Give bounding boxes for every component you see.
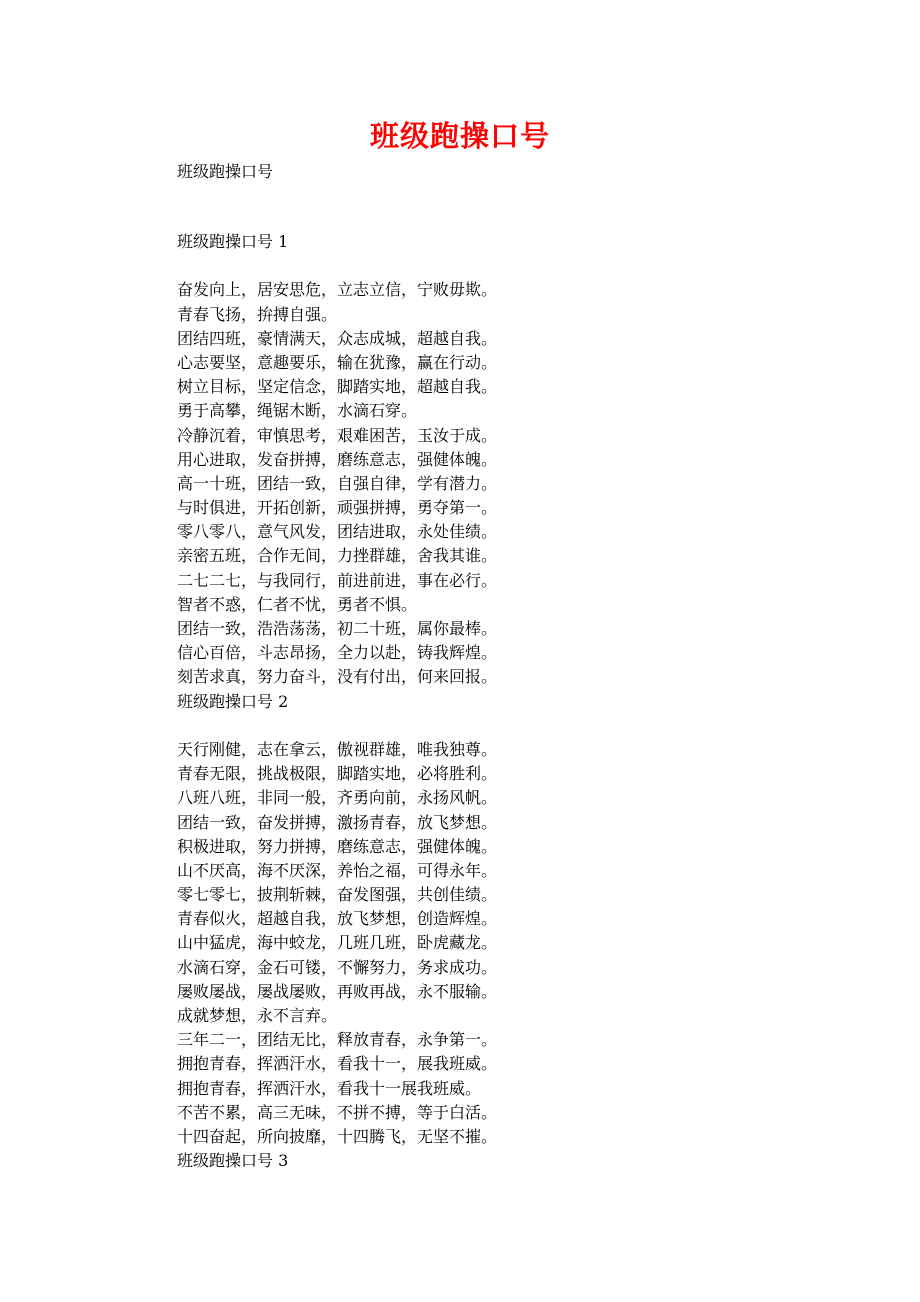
slogan-line: 山中猛虎，海中蛟龙，几班几班，卧虎藏龙。: [177, 933, 498, 953]
slogan-line: 用心进取，发奋拼搏，磨练意志，强健体魄。: [177, 449, 498, 469]
slogan-line: 与时俱进，开拓创新，顽强拼搏，勇夺第一。: [177, 498, 498, 518]
slogan-line: 积极进取，努力拼搏，磨练意志，强健体魄。: [177, 836, 498, 856]
slogan-line: 团结一致，奋发拼搏，激扬青春，放飞梦想。: [177, 812, 498, 832]
slogan-line: 八班八班，非同一般，齐勇向前，永扬风帆。: [177, 788, 498, 808]
slogan-line: 青春飞扬，拚搏自强。: [177, 304, 338, 324]
slogan-line: 亲密五班，合作无间，力挫群雄，舍我其谁。: [177, 546, 498, 566]
slogan-line: 高一十班，团结一致，自强自律，学有潜力。: [177, 473, 498, 493]
slogan-line: 不苦不累，高三无味，不拼不搏，等于白活。: [177, 1102, 498, 1122]
slogan-line: 奋发向上，居安思危，立志立信，宁败毋欺。: [177, 280, 498, 300]
document-subtitle: 班级跑操口号: [177, 162, 274, 181]
blank-line: [177, 714, 877, 738]
slogan-line: 零七零七，披荆斩棘，奋发图强，共创佳绩。: [177, 885, 498, 905]
section-heading: 班级跑操口号 2: [177, 691, 289, 711]
slogan-line: 天行刚健，志在拿云，傲视群雄，唯我独尊。: [177, 739, 498, 759]
slogan-line: 十四奋起，所向披靡，十四腾飞，无坚不摧。: [177, 1126, 498, 1146]
slogan-line: 拥抱青春，挥洒汗水，看我十一展我班威。: [177, 1078, 482, 1098]
section-heading: 班级跑操口号 3: [177, 1151, 289, 1171]
slogan-line: 二七二七，与我同行，前进前进，事在必行。: [177, 570, 498, 590]
slogan-line: 团结一致，浩浩荡荡，初二十班，属你最棒。: [177, 619, 498, 638]
slogan-line: 山不厌高，海不厌深，养怡之福，可得永年。: [177, 860, 498, 880]
slogan-line: 水滴石穿，金石可镂，不懈努力，务求成功。: [177, 957, 498, 977]
blank-line: [177, 254, 877, 278]
slogan-line: 心志要坚，意趣要乐，输在犹豫，赢在行动。: [177, 352, 498, 372]
slogan-line: 信心百倍，斗志昂扬，全力以赴，铸我辉煌。: [177, 643, 498, 663]
slogan-line: 拥抱青春，挥洒汗水，看我十一，展我班威。: [177, 1054, 498, 1074]
slogan-line: 智者不惑，仁者不忧，勇者不惧。: [177, 594, 418, 614]
slogan-line: 树立目标，坚定信念，脚踏实地，超越自我。: [177, 377, 498, 397]
slogan-line: 青春无限，挑战极限，脚踏实地，必将胜利。: [177, 764, 498, 784]
document-title: 班级跑操口号: [369, 119, 550, 153]
slogan-line: 团结四班，豪情满天，众志成城，超越自我。: [177, 328, 498, 348]
slogan-line: 冷静沉着，审慎思考，艰难困苦，玉汝于成。: [177, 425, 498, 445]
slogan-line: 零八零八，意气风发，团结进取，永处佳绩。: [177, 522, 498, 542]
slogan-line: 三年二一，团结无比，释放青春，永争第一。: [177, 1030, 498, 1050]
slogan-line: 屡败屡战，屡战屡败，再败再战，永不服输。: [177, 981, 498, 1001]
slogan-line: 青春似火，超越自我，放飞梦想，创造辉煌。: [177, 909, 498, 929]
slogan-line: 勇于高攀，绳锯木断，水滴石穿。: [177, 401, 418, 421]
section-heading: 班级跑操口号 1: [177, 232, 289, 251]
slogan-line: 刻苦求真，努力奋斗，没有付出，何来回报。: [177, 667, 498, 687]
slogan-line: 成就梦想，永不言弃。: [177, 1006, 338, 1025]
document-body: [177, 230, 877, 1173]
